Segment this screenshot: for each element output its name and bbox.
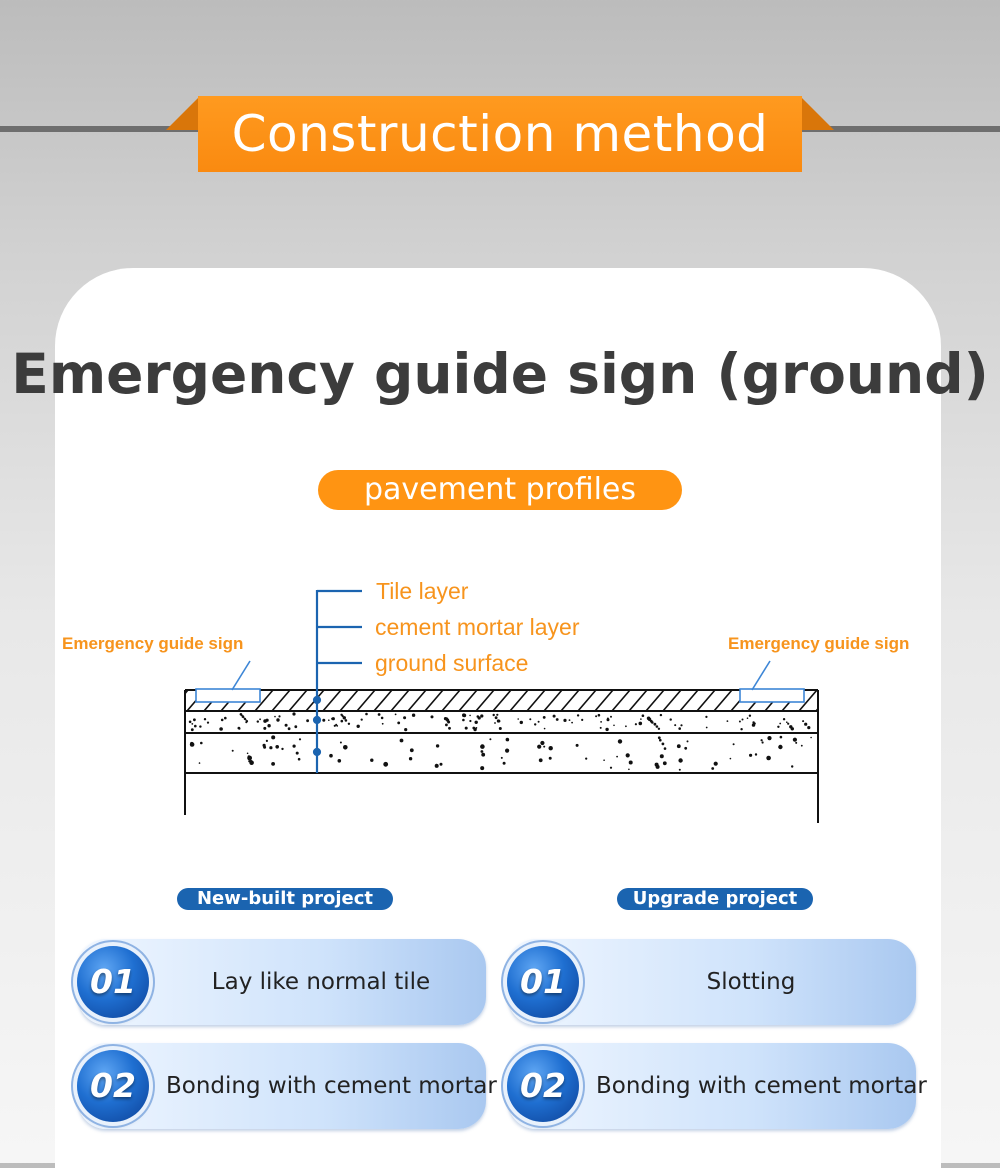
subtitle-pill: pavement profiles xyxy=(318,470,682,510)
pavement-profile-diagram xyxy=(0,560,1000,840)
layer-label-ground: ground surface xyxy=(375,650,529,676)
section-banner: Construction method xyxy=(198,96,802,172)
callout-leader xyxy=(314,590,362,773)
banner-fold-left xyxy=(166,96,200,130)
layer-outlines xyxy=(185,690,818,823)
tag-new-built: New-built project xyxy=(177,888,393,910)
banner-fold-right xyxy=(800,96,834,130)
page-title: Emergency guide sign (ground) xyxy=(11,342,989,406)
step-number-badge: 01 xyxy=(507,946,579,1018)
sign-label-left: Emergency guide sign xyxy=(62,634,244,653)
mortar-texture xyxy=(189,712,811,731)
step-text: Slotting xyxy=(706,969,796,995)
layer-label-tile: Tile layer xyxy=(376,578,469,604)
sign-label-right: Emergency guide sign xyxy=(728,634,910,653)
embedded-sign-right xyxy=(740,661,804,702)
step-number-badge: 02 xyxy=(77,1050,149,1122)
step-text: Bonding with cement mortar xyxy=(596,1073,927,1099)
embedded-sign-left xyxy=(196,661,260,702)
step-number-badge: 02 xyxy=(507,1050,579,1122)
step-text: Bonding with cement mortar xyxy=(166,1073,497,1099)
ground-texture xyxy=(190,735,812,770)
step-number-badge: 01 xyxy=(77,946,149,1018)
tag-upgrade: Upgrade project xyxy=(617,888,813,910)
layer-label-mortar: cement mortar layer xyxy=(375,614,580,640)
step-text: Lay like normal tile xyxy=(211,969,431,995)
